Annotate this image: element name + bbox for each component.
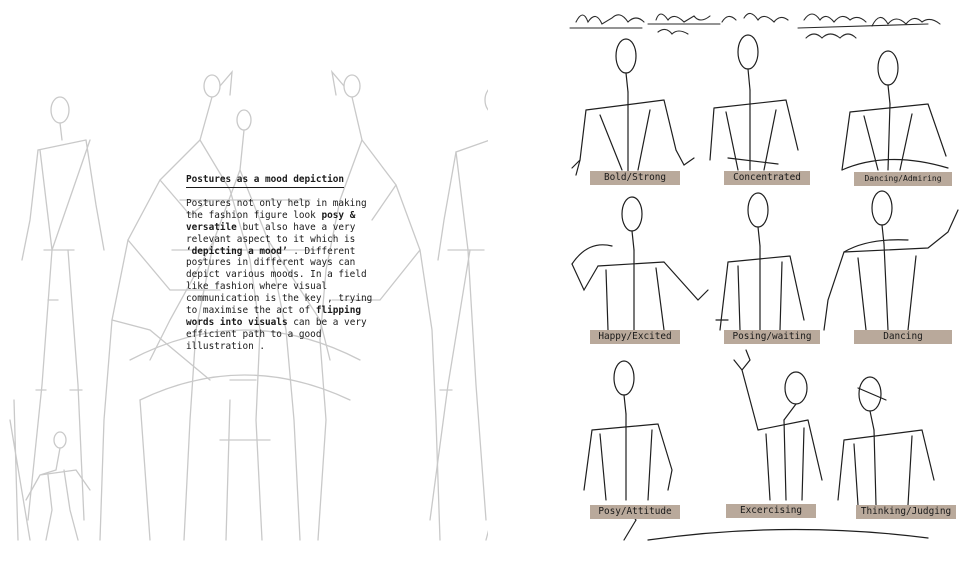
label-posing-waiting: Posing/waiting [724,330,820,344]
body-text-segment: can be a very efficient path to a good illustration . [186,316,367,352]
label-happy-excited: Happy/Excited [590,330,680,344]
posture-figures [572,35,958,540]
figure-sketch-left [10,97,104,540]
posture-sketches [488,0,976,568]
label-dancing-admiring: Dancing/Admiring [854,172,952,186]
figure-thinking-judging [838,377,934,505]
mood-depiction-text-block [186,174,382,353]
figure-dancing [824,191,958,330]
figure-posing-waiting [716,193,804,330]
figure-excercising [734,350,822,500]
label-dancing: Dancing [854,330,952,344]
body-text-segment: but also have a very relevant aspect to it which is [186,221,356,245]
body-text-bold-segment: posy & versatile [186,209,356,233]
label-concentrated: Concentrated [724,171,810,185]
figure-happy-excited [572,197,708,330]
figure-sketch-right [430,87,488,520]
figure-bold-strong [572,39,694,175]
handwritten-title-scribble [570,13,940,38]
right-page [488,0,976,568]
section-heading: Postures as a mood depiction [186,174,344,188]
label-thinking-judging: Thinking/Judging [856,505,956,519]
body-text-segment: Postures not only help in making the fashion figure look [186,197,367,221]
figure-concentrated [710,35,798,170]
body-text-bold-segment: ‘depicting a mood’ [186,245,288,257]
label-bold-strong: Bold/Strong [590,171,680,185]
body-paragraph [186,198,382,353]
label-posy-attitude: Posy/Attitude [590,505,680,519]
figure-dancing-admiring [842,51,948,170]
body-text-segment: . Different postures in different ways can depict various moods. In a field like fashion where visual communication is the key , trying to maximise the act of [186,245,373,317]
label-excercising: Excercising [726,504,816,518]
body-text-bold-segment: flipping words into visuals [186,305,361,328]
